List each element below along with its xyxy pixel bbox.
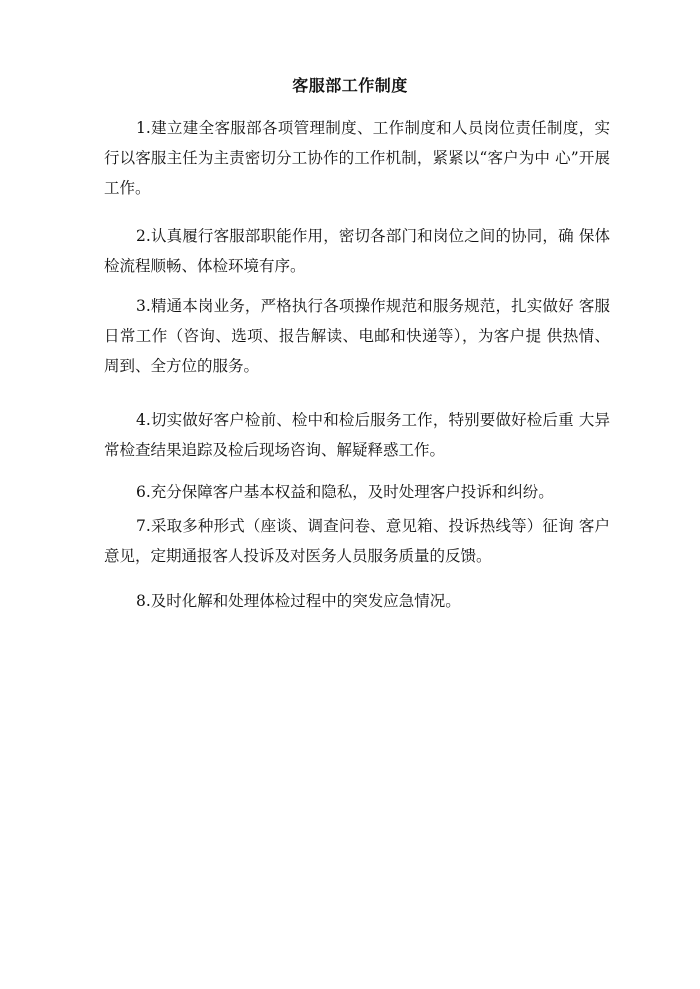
paragraph-1: 1.建立建全客服部各项管理制度、工作制度和人员岗位责任制度，实行以客服主任为主责密切分工协作的工作机制，紧紧以“客户为中 心”开展工作。 [104,119,610,197]
paragraph-7: 7.采取多种形式（座谈、调查问卷、意见箱、投诉热线等）征询 客户意见，定期通报客人投诉及对医务人员服务质量的反馈。 [104,517,610,565]
paragraph-8: 8.及时化解和处理体检过程中的突发应急情况。 [136,592,461,610]
paragraph-4: 4.切实做好客户检前、检中和检后服务工作，特别要做好检后重 大异常检查结果追踪及检后现场咨询、解疑释惑工作。 [104,411,610,459]
document-title: 客服部工作制度 [292,76,408,95]
paragraph-3: 3.精通本岗业务，严格执行各项操作规范和服务规范，扎实做好 客服日常工作（咨询、选项、报告解读、电邮和快递等），为客户提 供热情、周到、全方位的服务。 [104,297,610,375]
paragraph-6: 6.充分保障客户基本权益和隐私，及时处理客户投诉和纠纷。 [136,483,554,501]
paragraph-2: 2.认真履行客服部职能作用，密切各部门和岗位之间的协同，确 保体检流程顺畅、体检环境有序。 [104,227,610,275]
